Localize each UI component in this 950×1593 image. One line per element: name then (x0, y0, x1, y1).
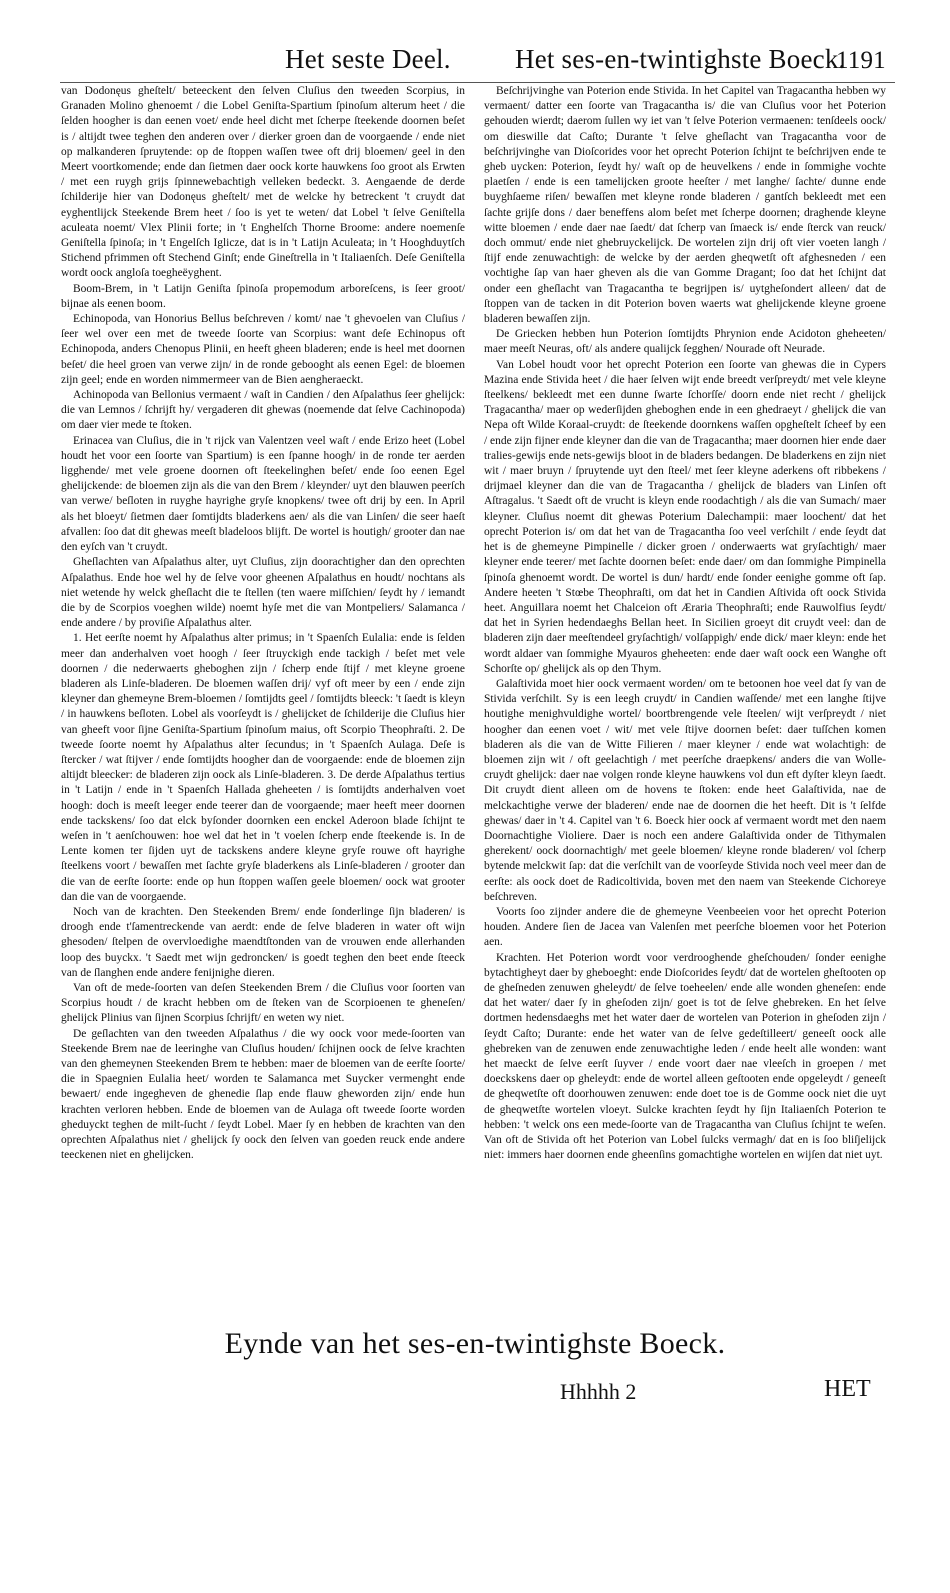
paragraph: Van oft de mede-ſoorten van deſen Steekenden Brem / die Cluſius voor ſoorten van Scorpius houdt / de kracht hebben om de ſteken van de Scorpioenen te gheneſen/ ghelijck Plinius van ſijnen Scorpius ſchrijft/ en weten wy niet. (61, 981, 465, 1025)
paragraph: Echinopoda, van Honorius Bellus beſchreven / komt/ nae 't ghevoelen van Cluſius / ſeer wel over een met de tweede ſoorte van Scorpius: want deſe Echinopus oft Echinopoda, anders Chenopus Plinii, en heeft gheen bladeren; ende is heel met doornen beſet/ die heel groen van verwe zijn/ in de ronde gebooght als eenen Egel: de bloemen zijn geel; ende en worden nimmermeer van de Bien aengheraeckt. (61, 313, 465, 386)
running-head-right: Het ses-en-twintighste Boeck. (515, 44, 846, 74)
paragraph: 1. Het eerſte noemt hy Aſpalathus alter primus; in 't Spaenſch Eulalia: ende is ſelden meer dan anderhalven voet hoogh / ſeer ſtruyckigh ende tackigh / beſet met vele doornen / die nederwaerts gheboghen zijn / ſcherp ende ſtijf / met kleyne groene bladeren als Linſe-bladeren. De bloemen waſſen drij/ vyf oft meer by een / ende zijn kleyner dan ghemeyne Brem-bloemen / ſomtijdts geel / ſomtijdts bleeck: 't ſaedt is kleyn / in hauwkens beſloten. Lobel als voorſeydt is / ghelijcket de ſchilderije die Cluſius hier van gheeft voor ſijne Geniſta-Spartium ſpinoſum maius, oft Scorpio Theophraſti. 2. De tweede ſoorte noemt hy Aſpalathus alter ſecundus; in 't Spaenſch Aulaga. Deſe is ſtercker / wat ſtijver / ende ſomtijdts hoogher dan de voorgaende: ende de bloemen zijn altijdt bleecker: de bladeren zijn oock als Linſe-bladeren. 3. De derde Aſpalathus tertius in 't Latijn / ende in 't Spaenſch Hallada gheheeten / is ſomtijdts anderhalven voet hoogh: doch is meeſt leeger ende teerer dan de voorgaende; maer heeft meer doornen ende tackskens/ ſoo dat elck byſonder doornken een enckel Aderoon blade ſchijnt te weſen in 't aenſchouwen: hoe wel dat het in 't voelen ſcherp ende ſteekende is. In de Lente komen ter ſijden uyt de tackskens andere kleyne gryſe rouwe oft hayrighe ſteelkens voort / bewaſſen met ſachte gryſe bladerkens als Linſe-bladeren / grooter dan die van de eerſte ſoorte: ende op hun ſtoppen waſſen geele bloemen/ oock wat grooter dan die van de voorgaende. (61, 632, 465, 903)
paragraph: Van Lobel houdt voor het oprecht Poterion een ſoorte van ghewas die in Cypers Mazina ende Stivida heet / die haer ſelven wijt ende breedt verſpreydt/ met vele kleyne ſteelkens/ bekleedt met een dunne ſwarte ſchorſſe/ doorn ende niet recht / ghelijck Tragacantha/ maer op wederſijden gheboghen ende in een ghedraeyt / ghelijck die van Nepa oft Wilde Koraal-cruydt: de ſteekende doornkens waſſen opgheſtelt ſcheef by een / ende zijn fijner ende kleyner dan die van de Tragacantha; maer doornen hier ende daer tralies-gewijs ende nets-gewijs bloot in de bladers bedangen. De bladerkens en zijn niet wit / maer bruyn / ſpruytende uyt den ſteel/ met ſeer kleyne aderkens oft ribbekens / drijmael kleyner dan die van de Tragacantha / ghelijck de bladers van Linſen oft Aſtragalus. 't Saedt oft de vrucht is kleyn ende roodachtigh / als die van Sumach/ maer kleyner. Cluſius noemt dit ghewas Poterium Dalechampii: maer loochent/ dat het oprecht Poterion is/ om dat het van de Tragacantha ſoo veel verſchilt / ende ſeydt dat het is de ghemeyne Pimpinelle / dicker groen / onderwaerts wat gryſachtigh/ maer kleyner ende teerer/ met ſachte doornen beſet: ende daer/ om dan ſommighe Pimpinella ſpinoſa ghenoemt wordt. De wortel is dun/ hardt/ ende ſonder eenighe gomme oft ſap. Andere heeten 't Stœbe Theophraſti, om dat het in Candien Aſtivida oft oock Stivida heet. Anguillara noemt het Chalceion oft Æraria Theophraſti; ende Rauwolfius ſeydt/ dat het in Syrien hedendaeghs Bellan heet. In Sicilien groeyt dit cruydt veel: dan de bladeren zijn daer meeſtendeel gryſachtigh/ volſappigh/ ende dick/ maer kleyn: ende het wordt aldaer van ſommighe Myauros gheheeten: ende daer waſt oock een Wanghe oft Schorſte op/ ghelijck als op den Thym. (484, 358, 886, 675)
paragraph: De Griecken hebben hun Poterion ſomtijdts Phrynion ende Acidoton gheheeten/ maer meeſt Neuras, oft/ als andere qualijck ſegghen/ Nourade oft Neurade. (484, 328, 886, 356)
paragraph: Achinopoda van Bellonius vermaent / waſt in Candien / den Aſpalathus ſeer ghelijck: die van Lemnos / ſchrijft hy/ vergaderen dit ghewas (noemende dat ſelve Cachinopoda) om daer vier mede te ſtoken. (61, 389, 465, 432)
signature-mark: Hhhhh 2 (560, 1379, 637, 1404)
running-head-left: Het seste Deel. (285, 44, 451, 74)
paragraph: De geſlachten van den tweeden Aſpalathus / die wy oock voor mede-ſoorten van Steekende Brem nae de leeringhe van Cluſius houden/ ſchijnen oock de ſelve krachten van den ghemeynen Steekenden Brem te hebben: maer de bloemen van de eerſte ſoorte/ die in Spaegnien Eulalia heet/ worden te Salamanca met Suycker vermenght ende bewaert/ ende ingegheven de ghenedie ſlap ende flauw gheworden zijn/ ende hun krachten verloren hebben. Ende de bloemen van de Aulaga oft tweede ſoorte worden gheduyckt teghen de milt-ſucht / ſeydt Lobel. Maer ſy en hebben de krachten van den oprechten Aſpalathus niet / ghelijck ſy oock den ſelven van goeden reuck ende andere teeckenen niet en ghelijcken. (61, 1027, 465, 1162)
paragraph: Boom-Brem, in 't Latijn Geniſta ſpinoſa propemodum arboreſcens, is ſeer groot/ bijnae als eenen boom. (61, 282, 465, 310)
paragraph: van Dodonęus gheſtelt/ beteeckent den ſelven Cluſius den tweeden Scorpius, in Granaden Molino ghenoemt / die Lobel Geniſta-Spartium ſpinoſum alterum heet / die ſelden hoogher is dan eenen voet/ ende heel dicht met ſcherpe ſteekende doornen beſet is / altijdt twee teghen den anderen over / dierker groen dan de voorgaende / ende niet op malkanderen ſpruytende: op de ſtoppen waſſen twee oft drij bloemen/ geel in den Meert voortkomende; ende dan ſietmen daer oock korte hauwkens ſoo groot als Erwten / met een ruygh grijs ſpinnewebachtigh velleken bedeckt. 3. Aengaende de derde ſchilderije hier van Dodonęus gheſtelt/ met de welcke hy betreckent 't cruydt dat eyghentlijck Steekende Brem heet / ſoo is yet te weten/ dat Lobel 't ſelve Geniſtella aculeata noemt/ Vlex Plinii forte; in 't Enghelſch Thorne Broome: andere noemenſe Geniſtella ſpinoſa; in 't Engelſch Iglicze, dat is in 't Latijn Aculeata; in 't Hooghduytſch Stichend pfrimmen oft Stechend Ginſt; ende Gineſtrella in 't Italiaenſch. Deſe Geniſtella wordt oock angloſa toegheëyghent. (61, 85, 465, 280)
paragraph: Krachten. Het Poterion wordt voor verdrooghende gheſchouden/ ſonder eenighe bytachtigheyt daer by gheboeght: ende Dioſcorides ſeydt/ dat de wortelen gheſtooten op de gheſneden zenuwen gheleydt/ de ſelve toeheelen/ ende alle wonden gheneſen: ende dat het water/ daer ſy in gheſoden zijn/ goet is tot de ſelve ghebreken. En het ſelve dortmen hedensdaeghs met het water daer de wortelen van Poterion in gheſoden zijn / ſeydt Caſto; Durante: ende het water van de ſelve gedeſtilleert/ geneeſt oock alle ghebreken van de zenuwen ende zenuwachtighe leden / ende heelt alle wonden: want het maeckt de ſelve eerſt ſuyver / ende voort daer nae vleeſch in groepen / met doeckskens daer op gheleydt: ende de wortel alleen geſtooten ende opgeleydt / geneeſt de gheqwetſte oft doorhouwen zenuwen: ende doet toe is de Gomme oock niet die uyt de gheqwetſte wortelen vloeyt. Sulcke krachten ſeydt hy ſijn Italiaenſch Poterion te hebben: 't welck ons een mede-ſoorte van de Tragacantha van Cluſius ſchijnt te weſen. Van oft de Stivida oft het Poterion van Lobel ſulcks vermagh/ dat en is ſoo bliſjelijck niet: immers haer doornen ende gheenſins gomachtighe wortelen en wijſen dat niet uyt. (484, 951, 886, 1162)
head-rule (60, 82, 895, 83)
paragraph: Beſchrijvinghe van Poterion ende Stivida. In het Capitel van Tragacantha hebben wy vermaent/ datter een ſoorte van Tragacantha is/ die van Cluſius voor het Poterion gehouden wierdt; daerom ſullen wy iet van 't ſelve Poterion vermaenen: tenſdeels oock/ om dieswille dat Caſto; Durante 't ſelve gheſlacht van Tragacantha voor de beſchrijvinghe van Dioſcorides voor het oprecht Poterion ſchijnt te beſchrijven ende te gheb uycken: Poterion, ſeydt hy/ waſt op de heuvelkens / ende in ſommighe vochte plaetſen / ende is een tamelijcken groote heeſter / met langhe/ ſachte/ dunne ende buyghſaeme riſen/ bewaſſen met kleyne ronde bladeren / gantſch bekleedt met een ſachte grijſe dons / daer beneffens alom beſet met ſcherpe doornen; draghende kleyne witte bloemen / ende daer nae ſaedt/ dat ſcherp van ſmaeck is/ ende ſterck van reuck/ doch ommut/ ende niet ghebruyckelijck. De wortelen zijn drij oft vier voeten langh / ſtijf ende zenuwachtigh: de welcke by der aerden gheqwetſt oft afghesneden / een vochtighe ſap van haer gheven als die van Gomme Dragant; ſoo dat het ſchijnt dat onder een gheſlacht van Tragacantha te begrijpen is/ uytgheſondert alleen/ dat de ſtoppen van de tacken in dit Poterion boven waerts wat ghelijckende kleyne groene bladeren bewaſſen zijn. (484, 85, 886, 326)
paragraph: Erinacea van Cluſius, die in 't rijck van Valentzen veel waſt / ende Erizo heet (Lobel houdt het voor een ſoorte van Spartium) is een ſpanne hoogh/ in de ronde ter aerden ligghende/ met vele groene doornen oft ſteekelinghen beſet/ ende ſoo eenen Egel ghelijckende: de bloemen zijn als die van den Brem / kleynder/ uyt den blauwen peerſch van verwe/ beſloten in ruyghe hayrighe gryſe knopkens/ twee oft drij by een. In April als het bloeyt/ ſietmen daer ſomtijdts bladerkens aen/ als die van Linſen/ die seer haeſt afvallen: ſoo dat dit ghewas meeſt bladeloos blijft. De wortel is houtigh/ grooter dan nae den eyſch van 't cruydt. (61, 434, 465, 554)
left-column (61, 84, 465, 1163)
paragraph: Gheſlachten van Aſpalathus alter, uyt Cluſius, zijn doorachtigher dan den oprechten Aſpalathus. Ende hoe wel hy de ſelve voor gheenen Aſpalathus en houdt/ nochtans als niet wetende hy welck gheſlacht die te ſtellen (ten waere miſſchien/ ſeydt hy / iemandt die by de Scorpios voeghen wilde) noemt hyſe met die van Montpeliers/ Salamanca / ende andere / by proviſie Aſpalathus alter. (61, 556, 465, 630)
page-number: 1191 (836, 47, 886, 74)
paragraph: Voorts ſoo zijnder andere die de ghemeyne Veenbeeien voor het oprecht Poterion houden. Andere ſien de Jacea van Valenſen met peerſche bloemen voor het Poterion aen. (484, 905, 886, 949)
book-end-colophon: Eynde van het ses-en-twintighste Boeck. (224, 1327, 726, 1360)
right-column (484, 84, 886, 1163)
paragraph: Galaſtivida moet hier oock vermaent worden/ om te betoonen hoe veel dat ſy van de Stivida verſchilt. Sy is een leegh cruydt/ in Candien waſſende/ met een langhe ſtijve houtighe menighvuldighe wortel/ boortbrengende vele ſteelen/ wijt verſpreydt / niet hoogher dan eenen voet / wit/ met vele ſtijve doornen beſet: daer tuſſchen komen bladeren als die van de Witte Filieren / maer kleyner / ende wat wolachtigh: de bloemen zijn wit / oft geelachtigh / met peerſche draepkens/ anders die van Wolle-cruydt ghelijck: daer nae volgen ronde kleyne hauwkens vol dun eft dyſter kleyn ſaedt. Dit cruydt dient alleen om de hovens te ſtoken: ende heet Galaſtivida, nae de melckachtighe verwe der bladeren/ ende nae de doornen die het heeft. Dit is 't ſelfde ghewas/ daer in 't 4. Capitel van 't 6. Boeck hier oock af vermaent wordt met den naem Doornachtighe Violiere. Daer is noch een andere Galaſtivida onder de Tithymalen gherekent/ oock doornachtigh/ met geele bloemen/ kleyne ronde bladeren/ vol ſcherp bytende melckwit ſap: dat die verſchilt van de voorſeyde Stivida noch veel meer dan de eerſte: als oock doet de Radicoltivida, boven met den naem van Steekende Cichoreye beſchreven. (484, 677, 886, 903)
catchword: HET (824, 1376, 871, 1402)
paragraph: Noch van de krachten. Den Steekenden Brem/ ende ſonderlinge ſijn bladeren/ is droogh ende t'ſamentreckende van aerdt: ende de ſelve bladeren in water oft wijn ghesoden/ ſtelpen de overvloedighe maendtſtonden van de vrouwen ende allerhanden loop des buyckx. 't Saedt met wijn gedroncken/ is goedt teghen den beet ende ſteeck van de ſlanghen ende andere fenijnighe dieren. (61, 905, 465, 979)
